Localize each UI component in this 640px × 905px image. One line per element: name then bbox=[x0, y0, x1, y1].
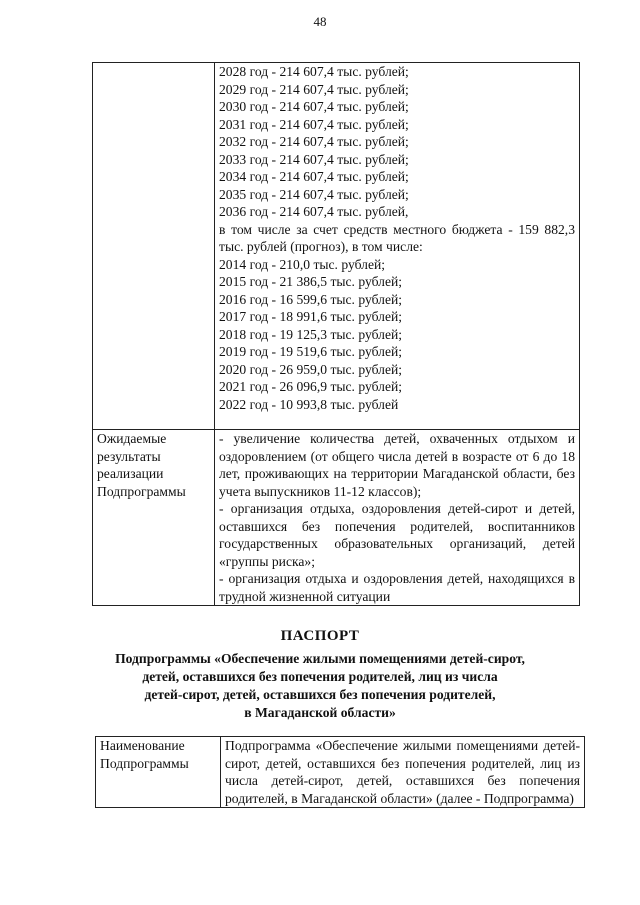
local-funding-line: 2022 год - 10 993,8 тыс. рублей bbox=[219, 396, 399, 412]
funding-line: 2034 год - 214 607,4 тыс. рублей; bbox=[219, 169, 409, 184]
subprogram-name-cell bbox=[221, 737, 585, 808]
funding-line: 2033 год - 214 607,4 тыс. рублей; bbox=[219, 151, 409, 167]
label-line: Наименование bbox=[100, 738, 185, 753]
funding-line: 2029 год - 214 607,4 тыс. рублей; bbox=[219, 81, 409, 97]
label-line: Подпрограммы bbox=[100, 755, 189, 771]
local-budget-text: в том числе за счет средств местного бюджета - 159 882,3 тыс. рублей (прогноз), в том числе: bbox=[219, 221, 575, 254]
funding-line: 2028 год - 214 607,4 тыс. рублей; bbox=[219, 64, 409, 79]
local-funding-line: 2016 год - 16 599,6 тыс. рублей; bbox=[219, 291, 403, 307]
passport-heading: ПАСПОРТ bbox=[280, 628, 360, 644]
expected-results-cell bbox=[215, 430, 580, 606]
result-item: - организация отдыха, оздоровления детей-сирот и детей, оставшихся без попечения родителей, воспитанников государственных образовательных организаций, детей «группы риска»; bbox=[219, 501, 575, 569]
funding-line: 2032 год - 214 607,4 тыс. рублей; bbox=[219, 134, 409, 149]
table-row bbox=[96, 737, 585, 808]
funding-line: 2030 год - 214 607,4 тыс. рублей; bbox=[219, 99, 409, 114]
local-funding-line: 2015 год - 21 386,5 тыс. рублей; bbox=[219, 274, 403, 289]
funding-line: 2035 год - 214 607,4 тыс. рублей; bbox=[219, 186, 409, 202]
page-number: 48 bbox=[313, 14, 327, 29]
local-funding-line: 2018 год - 19 125,3 тыс. рублей; bbox=[219, 326, 403, 342]
subtitle-line: детей, оставшихся без попечения родителей, лиц из числа bbox=[142, 669, 498, 684]
subprogram-name-label-cell bbox=[96, 737, 221, 808]
table-row bbox=[93, 430, 580, 606]
expected-results-label-cell bbox=[93, 430, 215, 606]
result-item: - увеличение количества детей, охваченных отдыхом и оздоровлением (от общего числа детей в возрасте от 6 до 18 лет, проживающих на территории Магаданской области, без учета выпускников 11-12 классов); bbox=[219, 431, 575, 499]
label-line: результаты bbox=[97, 448, 161, 464]
passport-subtitle bbox=[0, 650, 640, 722]
table-row bbox=[93, 63, 580, 430]
subtitle-line: в Магаданской области» bbox=[244, 705, 396, 720]
local-funding-line: 2014 год - 210,0 тыс. рублей; bbox=[219, 256, 386, 272]
funding-line: 2031 год - 214 607,4 тыс. рублей; bbox=[219, 116, 409, 132]
result-item: - организация отдыха и оздоровления детей, находящихся в трудной жизненной ситуации bbox=[219, 571, 575, 604]
local-funding-line: 2017 год - 18 991,6 тыс. рублей; bbox=[219, 309, 403, 324]
funding-table bbox=[92, 62, 580, 606]
label-line: Ожидаемые bbox=[97, 431, 167, 446]
local-funding-line: 2021 год - 26 096,9 тыс. рублей; bbox=[219, 379, 403, 394]
funding-cell bbox=[215, 63, 580, 430]
label-line: Подпрограммы bbox=[97, 483, 186, 499]
local-funding-line: 2020 год - 26 959,0 тыс. рублей; bbox=[219, 361, 403, 377]
local-funding-line: 2019 год - 19 519,6 тыс. рублей; bbox=[219, 344, 403, 359]
passport-table bbox=[95, 736, 585, 808]
subtitle-line: Подпрограммы «Обеспечение жилыми помещениями детей-сирот, bbox=[115, 651, 525, 666]
label-line: реализации bbox=[97, 466, 164, 481]
row-label-cell bbox=[93, 63, 215, 430]
subtitle-line: детей-сирот, детей, оставшихся без попечения родителей, bbox=[144, 687, 496, 702]
funding-line: 2036 год - 214 607,4 тыс. рублей, bbox=[219, 204, 409, 219]
subprogram-name-text: Подпрограмма «Обеспечение жилыми помещениями детей-сирот, детей, оставшихся без попечения родителей, лиц из числа детей-сирот, детей, оставшихся без попечения родителей, в Магаданской области» (далее - Подпрограмма) bbox=[225, 738, 580, 806]
